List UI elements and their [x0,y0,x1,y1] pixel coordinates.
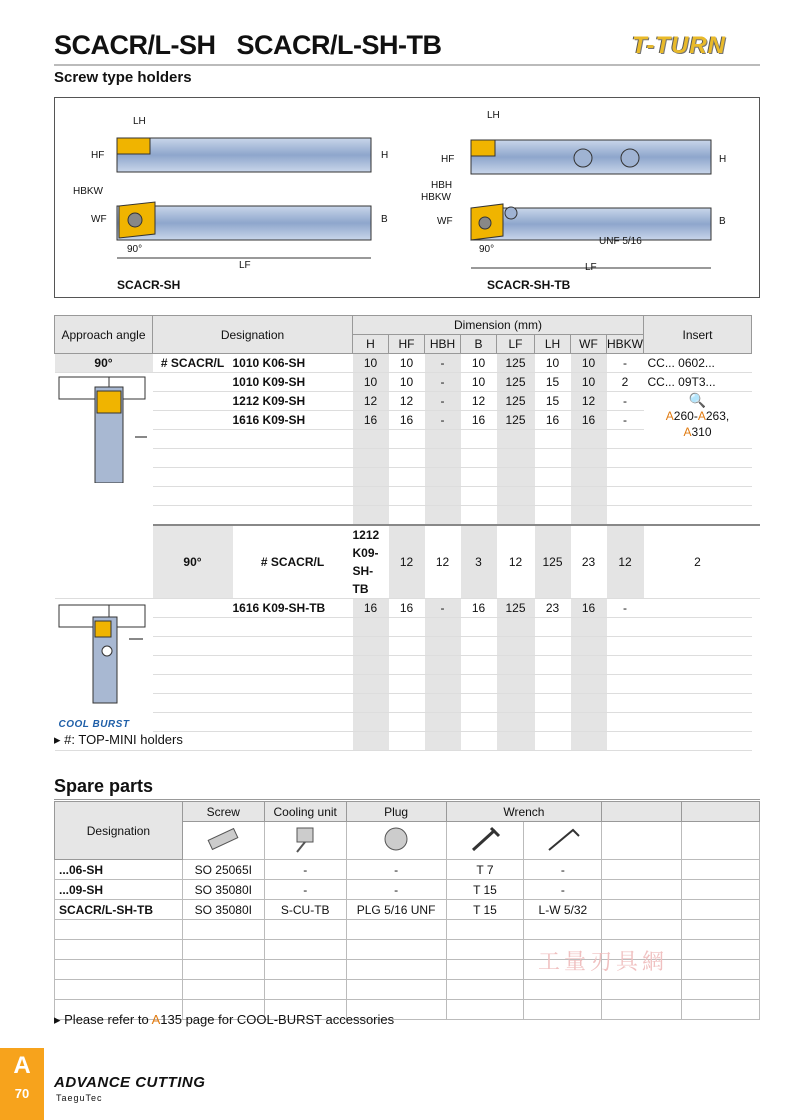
spare-cell: - [264,860,346,880]
spare-cell: L-W 5/32 [524,900,602,920]
hbkw-label: HBKW [73,186,103,197]
spare-cell: T 15 [446,900,524,920]
spare-cell: - [524,860,602,880]
spare-cell: T 15 [446,880,524,900]
table-cell: 125 [497,411,535,430]
table-cell: 16 [461,411,497,430]
screw-header: Screw [182,802,264,822]
page-number: 70 [14,1086,30,1101]
spare-row-designation: ...09-SH [55,880,183,900]
table-cell: 10 [535,354,571,373]
lf-label: LF [239,260,251,271]
table-cell: 12 [389,525,425,599]
wf-label-tb: WF [437,216,453,227]
table-cell: 16 [535,411,571,430]
dimension-header: Dimension (mm) [353,316,644,335]
table-cell: 12 [461,392,497,411]
spare-cell: - [264,880,346,900]
table-cell: 10 [571,373,607,392]
ref-letter: A [665,409,674,423]
torx-wrench-icon [446,822,524,860]
table-cell: 125 [497,373,535,392]
spare-cell: S-CU-TB [264,900,346,920]
table-cell: 16 [389,411,425,430]
note-text: Please refer to [64,1012,152,1027]
l-wrench-icon [524,822,602,860]
magnifier-icon: 🔍 [688,392,707,408]
table-cell: - [607,411,644,430]
brand-logo: ADVANCE CUTTING [54,1074,206,1091]
dim-b: B [461,335,497,354]
table-row-code: 1010 K06-SH [233,354,353,373]
group1-angle: 90° [55,354,153,373]
table-cell: - [425,599,461,618]
holder-diagram [54,97,760,298]
table-cell: 12 [425,525,461,599]
cool-burst-note: ▸ Please refer to A135 page for COOL-BURST accessories [54,1012,395,1027]
hf-label-tb: HF [441,154,455,165]
spare-cell: SO 35080I [182,900,264,920]
table-cell: 15 [535,392,571,411]
table-cell: 12 [389,392,425,411]
spare-row-designation: ...06-SH [55,860,183,880]
table-row-code: 1616 K09-SH-TB [233,599,353,618]
ref-letter: A [697,409,706,423]
hf-label: HF [91,150,105,161]
table-cell: 10 [571,354,607,373]
insert-header: Insert [644,316,752,354]
spare-cell: SO 25065I [182,860,264,880]
dim-wf: WF [571,335,607,354]
table-cell: 16 [571,599,607,618]
top-mini-note: ▸ #: TOP-MINI holders [54,732,183,747]
table-cell: 10 [353,354,389,373]
table-cell: 10 [389,373,425,392]
group2-angle: 90° [153,525,233,599]
page-subtitle: Screw type holders [54,69,192,86]
b-label-tb: B [719,216,726,227]
table-row-code: 1616 K09-SH [233,411,353,430]
dim-lf: LF [497,335,535,354]
table-cell: 2 [644,525,752,599]
table-cell: 10 [461,373,497,392]
table-row-code: 1212 K09-SH-TB [353,525,389,599]
dim-hf: HF [389,335,425,354]
ref-letter: A [683,425,692,439]
watermark: 工量刃具網 [538,949,669,974]
note-ref-letter: A [151,1012,161,1027]
table-cell: 10 [389,354,425,373]
group1-icon [55,373,153,599]
page-title: SCACR/L-SH SCACR/L-SH-TB [54,30,442,60]
table-cell: 15 [535,373,571,392]
hbkw-label-tb: HBKW [421,192,451,203]
table-cell: 125 [497,599,535,618]
table-row-code: 1010 K09-SH [233,373,353,392]
table-cell: 12 [353,392,389,411]
table-cell: - [607,599,644,618]
ref-page: 263, [705,409,730,423]
spare-cell: - [524,880,602,900]
spare-parts-table [54,801,760,1020]
table-cell: 16 [353,411,389,430]
section-letter: A [13,1052,31,1079]
left-caption: SCACR-SH [117,278,181,292]
section-tab [0,1048,44,1120]
plug-header: Plug [346,802,446,822]
table-cell: 16 [353,599,389,618]
table-cell: - [425,354,461,373]
lh-label: LH [133,116,146,127]
dim-hbh: HBH [425,335,461,354]
note-text: 135 page for COOL-BURST accessories [160,1012,395,1027]
t-turn-logo: T-TURN [632,32,726,59]
insert-1: CC... 0602... [644,354,752,373]
cool-burst-badge: COOL BURST [58,719,130,730]
brand-sub: TaeguTec [56,1093,103,1103]
table-cell: 12 [571,392,607,411]
dim-h: H [353,335,389,354]
title-rule [54,64,760,66]
spare-row-designation: SCACR/L-SH-TB [55,900,183,920]
spare-rule [54,799,760,800]
dim-hbkw: HBKW [607,335,644,354]
screw-icon [182,822,264,860]
dimension-table [54,315,760,751]
spare-cell: PLG 5/16 UNF [346,900,446,920]
table-cell: 16 [389,599,425,618]
table-cell: 125 [497,354,535,373]
table-cell: 10 [353,373,389,392]
table-cell: 23 [535,599,571,618]
catalog-ref [644,392,752,449]
angle-label-tb: 90° [479,244,495,255]
holder-tb-icon [55,599,151,711]
wf-label: WF [91,214,107,225]
cooling-header: Cooling unit [264,802,346,822]
approach-angle-header: Approach angle [55,316,153,354]
group2-prefix: # SCACR/L [233,525,353,599]
table-cell: - [425,373,461,392]
wrench-header: Wrench [446,802,602,822]
lf-label-tb: LF [585,262,597,273]
table-row-code: 1212 K09-SH [233,392,353,411]
spare-cell: - [346,860,446,880]
table-cell: 16 [571,411,607,430]
table-cell: 16 [461,599,497,618]
plug-icon [346,822,446,860]
table-cell: 23 [571,525,607,599]
table-cell: 2 [607,373,644,392]
cooling-unit-icon [264,822,346,860]
hbh-label: HBH [431,180,453,191]
table-cell: 10 [461,354,497,373]
spare-cell: SO 35080I [182,880,264,900]
table-cell: 125 [497,392,535,411]
holder-front-icon [55,373,151,483]
holder-drawing [55,98,759,297]
spare-cell: T 7 [446,860,524,880]
top-mini-text: #: TOP-MINI holders [64,732,183,747]
table-cell: - [607,354,644,373]
unf-label: UNF 5/16 [599,236,642,247]
h-label: H [381,150,389,161]
dim-lh: LH [535,335,571,354]
ref-page: 260- [673,409,698,423]
b-label: B [381,214,388,225]
table-cell: - [425,411,461,430]
insert-2: CC... 09T3... [644,373,752,392]
spare-designation-header: Designation [55,802,183,860]
table-cell: 125 [535,525,571,599]
angle-label: 90° [127,244,143,255]
h-label-tb: H [719,154,727,165]
designation-header: Designation [153,316,353,354]
ref-page: 310 [691,425,712,439]
table-cell: 3 [461,525,497,599]
table-cell: 12 [607,525,644,599]
lh-label-tb: LH [487,110,500,121]
table-cell: - [607,392,644,411]
spare-parts-title: Spare parts [54,776,154,796]
group2-icon [55,599,153,751]
group1-prefix: # SCACR/L [153,354,233,373]
table-cell: 12 [497,525,535,599]
table-cell: - [425,392,461,411]
right-caption: SCACR-SH-TB [487,278,571,292]
spare-cell: - [346,880,446,900]
